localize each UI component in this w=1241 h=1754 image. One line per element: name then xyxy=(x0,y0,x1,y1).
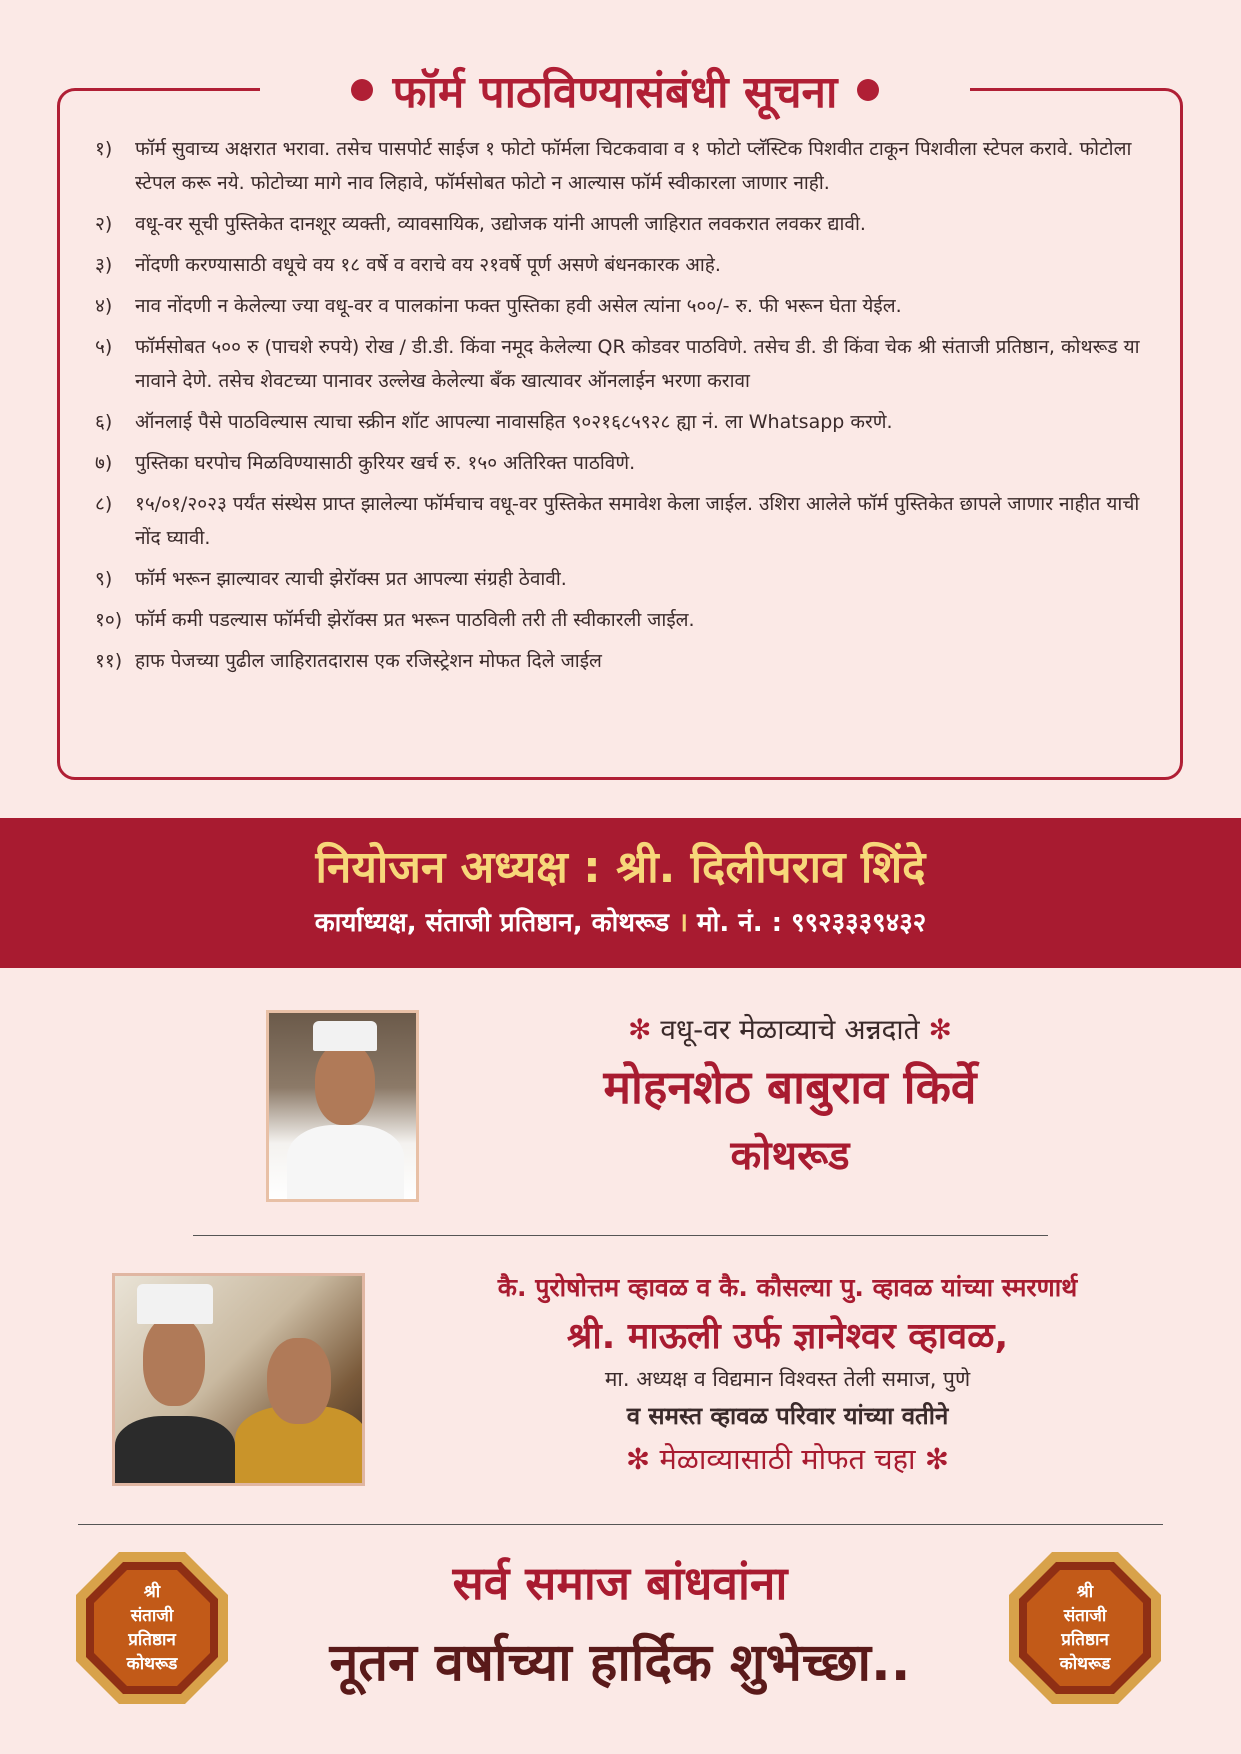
donor-section xyxy=(440,1010,1140,1186)
divider xyxy=(78,1524,1163,1525)
notice-item xyxy=(95,487,1155,555)
notice-item-number: ५) xyxy=(95,336,113,358)
logo-line: कोथरूड xyxy=(1059,1654,1111,1674)
free-tea-text: मेळाव्यासाठी मोफत चहा xyxy=(659,1442,916,1476)
notice-item xyxy=(95,248,1155,282)
notice-item-number: २) xyxy=(95,213,113,235)
notice-item xyxy=(95,330,1155,398)
greeting-line-2: नूतन वर्षाच्या हार्दिक शुभेच्छा.. xyxy=(329,1633,911,1693)
logo-line: संताजी xyxy=(1063,1606,1107,1626)
notice-item xyxy=(95,132,1155,200)
notice-item-number: ९) xyxy=(95,568,113,590)
notice-item xyxy=(95,289,1155,323)
donor-photo-face xyxy=(315,1043,375,1125)
notice-item-text: फॉर्मसोबत ५०० रु (पाचशे रुपये) रोख / डी.डी. किंवा नमूद केलेल्या QR कोडवर पाठविणे. तसेच डी. डी किंवा चेक श्री संताजी प्रतिष्ठान, कोथरूड या नावाने देणे. तसेच शेवटच्या पानावर उल्लेख केलेल्या बँक खात्यावर ऑनलाईन भरणा करावा xyxy=(135,336,1140,392)
logo-line: श्री xyxy=(1076,1582,1094,1602)
donor-photo-cap xyxy=(313,1021,377,1051)
donor-tagline-line xyxy=(440,1010,1140,1050)
notice-item-text: १५/०१/२०२३ पर्यंत संस्थेस प्राप्त झालेल्या फॉर्मचाच वधू-वर पुस्तिकेत समावेश केला जाईल. उशिरा आलेले फॉर्म पुस्तिकेत छापले जाणार नाहीत याची नोंद घ्यावी. xyxy=(135,493,1140,549)
free-tea-line xyxy=(375,1438,1200,1480)
memorial-sponsor-name: श्री. माऊली उर्फ ज्ञानेश्वर व्हावळ, xyxy=(566,1316,1009,1357)
notice-item xyxy=(95,603,1155,637)
memorial-photo-woman-face xyxy=(267,1338,331,1424)
organizer-banner xyxy=(0,818,1241,968)
memorial-photo xyxy=(112,1273,365,1486)
santaji-logo-right xyxy=(1005,1548,1165,1708)
notice-title: फॉर्म पाठविण्यासंबंधी सूचना xyxy=(392,67,838,118)
notice-item-text: फॉर्म कमी पडल्यास फॉर्मची झेरॉक्स प्रत भरून पाठविली तरी ती स्वीकारली जाईल. xyxy=(135,609,695,631)
logo-line: कोथरूड xyxy=(126,1654,178,1674)
notice-item-text: नोंदणी करण्यासाठी वधूचे वय १८ वर्षे व वराचे वय २१वर्षे पूर्ण असणे बंधनकारक आहे. xyxy=(135,254,721,276)
notice-list xyxy=(95,132,1155,685)
donor-photo-shirt xyxy=(287,1125,404,1202)
donor-tagline: वधू-वर मेळाव्याचे अन्नदाते xyxy=(660,1013,920,1046)
memorial-section xyxy=(375,1268,1200,1480)
star-icon: ✻ xyxy=(625,1442,651,1476)
notice-item-text: वधू-वर सूची पुस्तिकेत दानशूर व्यक्ती, व्यावसायिक, उद्योजक यांनी आपली जाहिरात लवकरात लवकर द्यावी. xyxy=(135,213,866,235)
logo-line: प्रतिष्ठान xyxy=(128,1630,176,1650)
logo-line: श्री xyxy=(143,1582,161,1602)
notice-item-text: नाव नोंदणी न केलेल्या ज्या वधू-वर व पालकांना फक्त पुस्तिका हवी असेल त्यांना ५००/- रु. फी भरून घेता येईल. xyxy=(135,295,902,317)
notice-item xyxy=(95,405,1155,439)
notice-item-number: १०) xyxy=(95,609,123,631)
notice-item-text: ऑनलाई पैसे पाठविल्यास त्याचा स्क्रीन शॉट आपल्या नावासहित ९०२१६८५९२८ ह्या नं. ला Whatsapp करणे. xyxy=(135,411,893,433)
star-icon: ✻ xyxy=(928,1013,953,1046)
notice-item-number: ३) xyxy=(95,254,113,276)
memorial-sponsor-role: मा. अध्यक्ष व विद्यमान विश्वस्त तेली समाज, पुणे xyxy=(604,1367,971,1391)
notice-item-number: ४) xyxy=(95,295,113,317)
memorial-photo-man-face xyxy=(143,1316,205,1406)
notice-item xyxy=(95,207,1155,241)
notice-item-text: फॉर्म भरून झाल्यावर त्याची झेरॉक्स प्रत आपल्या संग्रही ठेवावी. xyxy=(135,568,567,590)
logo-line: संताजी xyxy=(130,1606,174,1626)
title-dot-left xyxy=(351,79,373,101)
notice-item-number: ६) xyxy=(95,411,113,433)
logo-text xyxy=(72,1548,232,1708)
memorial-photo-man-cap xyxy=(137,1284,213,1324)
memorial-photo-man-coat xyxy=(115,1416,235,1486)
title-dot-right xyxy=(857,79,879,101)
greeting-line-1: सर्व समाज बांधवांना xyxy=(452,1556,788,1610)
santaji-logo-left xyxy=(72,1548,232,1708)
donor-place: कोथरूड xyxy=(730,1133,850,1179)
memorial-family: व समस्त व्हावळ परिवार यांच्या वतीने xyxy=(626,1402,949,1430)
greeting xyxy=(240,1548,1000,1702)
notice-item-number: ७) xyxy=(95,452,113,474)
organizer-title: नियोजन अध्यक्ष : श्री. दिलीपराव शिंदे xyxy=(315,842,926,893)
logo-text xyxy=(1005,1548,1165,1708)
organizer-phone: मो. नं. : ९९२३३३९४३२ xyxy=(697,908,927,938)
notice-item xyxy=(95,562,1155,596)
logo-line: प्रतिष्ठान xyxy=(1061,1630,1109,1650)
notice-title-wrap xyxy=(260,55,970,125)
notice-item-number: ११) xyxy=(95,650,123,672)
notice-item-number: १) xyxy=(95,138,113,160)
notice-item xyxy=(95,644,1155,678)
organizer-separator: । xyxy=(678,908,688,938)
notice-item-text: हाफ पेजच्या पुढील जाहिरातदारास एक रजिस्ट्रेशन मोफत दिले जाईल xyxy=(135,650,602,672)
divider xyxy=(193,1235,1048,1236)
star-icon: ✻ xyxy=(627,1013,652,1046)
star-icon: ✻ xyxy=(924,1442,950,1476)
organizer-subtitle xyxy=(0,906,1241,940)
donor-photo xyxy=(266,1010,419,1202)
notice-item-number: ८) xyxy=(95,493,113,515)
notice-item xyxy=(95,446,1155,480)
memorial-line: कै. पुरोषोत्तम व्हावळ व कै. कौसल्या पु. व्हावळ यांच्या स्मरणार्थ xyxy=(497,1273,1078,1302)
notice-item-text: पुस्तिका घरपोच मिळविण्यासाठी कुरियर खर्च रु. १५० अतिरिक्त पाठविणे. xyxy=(135,452,636,474)
donor-name: मोहनशेठ बाबुराव किर्वे xyxy=(603,1060,977,1114)
organizer-designation: कार्याध्यक्ष, संताजी प्रतिष्ठान, कोथरूड xyxy=(314,908,670,938)
notice-item-text: फॉर्म सुवाच्य अक्षरात भरावा. तसेच पासपोर्ट साईज १ फोटो फॉर्मला चिटकवावा व १ फोटो प्लॅस्टिक पिशवीत टाकून पिशवीला स्टेपल करावे. फोटोला स्टेपल करू नये. फोटोच्या मागे नाव लिहावे, फॉर्मसोबत फोटो न आल्यास फॉर्म स्वीकारला जाणार नाही. xyxy=(135,138,1132,194)
